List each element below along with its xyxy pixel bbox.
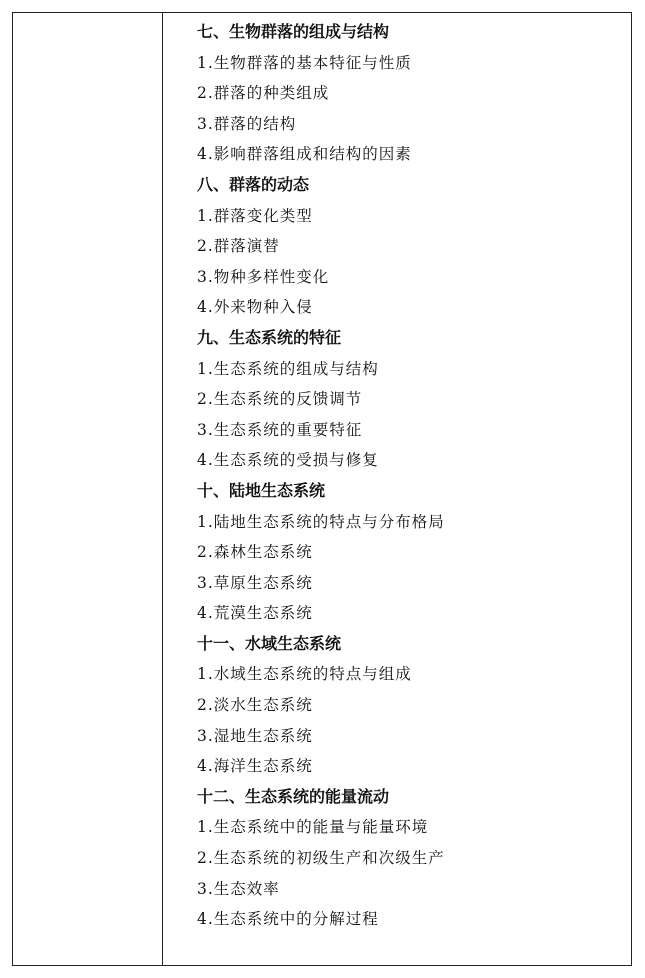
section-item: 2.群落演替 bbox=[197, 237, 280, 256]
section-item: 3.生态效率 bbox=[197, 879, 280, 898]
section-item: 1.生物群落的基本特征与性质 bbox=[197, 53, 412, 72]
section-item: 3.群落的结构 bbox=[197, 114, 297, 133]
section-item: 4.生态系统的受损与修复 bbox=[197, 451, 379, 470]
section-item: 3.草原生态系统 bbox=[197, 573, 313, 592]
section-item: 2.生态系统的初级生产和次级生产 bbox=[197, 849, 445, 868]
section-heading: 十一、水域生态系统 bbox=[197, 633, 342, 653]
section-item: 1.生态系统中的能量与能量环境 bbox=[197, 818, 429, 837]
section-item: 2.淡水生态系统 bbox=[197, 696, 313, 715]
section-12 bbox=[197, 782, 617, 935]
section-9 bbox=[197, 323, 617, 476]
section-item: 2.群落的种类组成 bbox=[197, 84, 330, 103]
section-heading: 七、生物群落的组成与结构 bbox=[197, 22, 390, 41]
section-item: 4.海洋生态系统 bbox=[197, 757, 313, 776]
section-item: 3.生态系统的重要特征 bbox=[197, 420, 363, 439]
section-item: 1.水域生态系统的特点与组成 bbox=[197, 665, 412, 684]
section-item: 1.生态系统的组成与结构 bbox=[197, 359, 379, 378]
section-item: 4.荒漠生态系统 bbox=[197, 604, 313, 623]
section-item: 1.陆地生态系统的特点与分布格局 bbox=[197, 512, 445, 531]
syllabus-content-cell bbox=[197, 17, 617, 935]
section-11 bbox=[197, 629, 617, 782]
section-item: 4.影响群落组成和结构的因素 bbox=[197, 145, 412, 164]
section-8 bbox=[197, 170, 617, 323]
section-heading: 十二、生态系统的能量流动 bbox=[197, 786, 390, 806]
section-heading: 九、生态系统的特征 bbox=[197, 327, 342, 347]
section-7 bbox=[197, 17, 617, 170]
section-heading: 十、陆地生态系统 bbox=[197, 480, 326, 500]
table-column-divider bbox=[162, 12, 163, 966]
section-item: 3.物种多样性变化 bbox=[197, 267, 330, 286]
section-item: 2.生态系统的反馈调节 bbox=[197, 390, 363, 409]
section-10 bbox=[197, 476, 617, 629]
section-item: 3.湿地生态系统 bbox=[197, 726, 313, 745]
section-item: 1.群落变化类型 bbox=[197, 206, 313, 225]
section-item: 4.外来物种入侵 bbox=[197, 298, 313, 317]
section-item: 4.生态系统中的分解过程 bbox=[197, 910, 379, 929]
section-item: 2.森林生态系统 bbox=[197, 543, 313, 562]
section-heading: 八、群落的动态 bbox=[197, 174, 310, 194]
